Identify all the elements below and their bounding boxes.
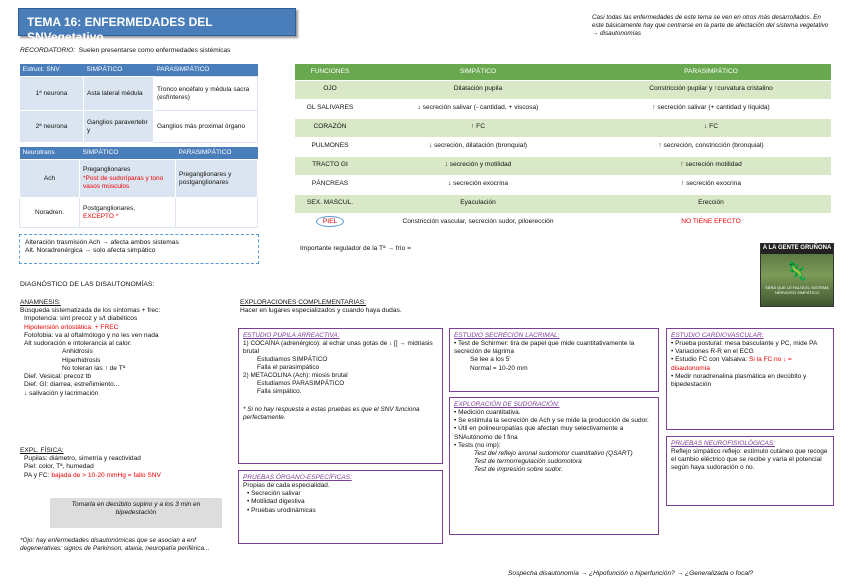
physical-exam-section: EXPL. FÍSICA: Pupilas: diámetro, simetría y reactividad Piel: color, Tª, humedad PA y FC: bajada de > 10-20 mmHg = fallo SNV xyxy=(20,447,161,479)
cardio-box: ESTUDIO CARDIOVASCULAR: • Prueba postural: mesa basculante y PC, mide PA • Variaciones R-R en el ECG • Estudio FC con Valsalva: Si la FC no ↓ = disautonomía • Medir noradrenalina plasmática en decúbito y bipedestación xyxy=(666,328,834,430)
pupil-box: ESTUDIO PUPILA ARREACTIVA: 1) COCAÍNA (adrenérgico): al echar unas gotas de ↓ [] → midriasis brutal Estudiamos SIMPÁTICO Falla el parasimpático 2) METACOLINA (Ach): miosis brutal Estudiamos PARASIMPÁTICO Falla simpático. * Si no hay respuesta a estas pruebas es que el SNV funciona perfectamente. xyxy=(238,328,443,464)
lacrimal-box: ESTUDIO SECRECIÓN LACRIMAL: • Test de Schirmer: tira de papel que mide cuantitativamente la secreción de lágrima Se lee a los 5' Normal = 10-20 mm xyxy=(449,328,659,392)
anamnesis-section: ANAMNESIS: Búsqueda sistematizada de los síntomas + frec: Impotencia: sint precoz y s/t diabéticos Hipotensión ortostática: + FREC Fotofobia: va al oftalmólogo y no les ven nada Alt sudoración e intolerancia al calor: Anhidrosis Hiperhidrosis No toleran las ↑ de Tª Dief. Vesical: precoz tb Dief. GI: diarrea, estreñimiento... ↓ salivación y lacrimación xyxy=(20,299,161,397)
meme-image: A LA GENTE GRUÑONA 🦎 SERÁ QUE LE FALTA EL SISTEMA NERVIOSO SIMPÁTICO xyxy=(760,243,834,307)
functions-table: FUNCIONES SIMPÁTICO PARASIMPÁTICO OJO Dilatación pupila Constricción pupilar y ↑curvatura cristalino GL SALIVARES ↓ secreción salivar (- cantidad, + viscosa) ↑ secreción salivar (+ cantidad y líquida) CORAZÓN ↑ FC ↓ FC PULMONES ↓ secreción, dilatación (bronquial) ↑ secreción, constricción (bronquial) TRACTO GI ↓ secreción y motilidad ↑ secreción motilidad PÁNCREAS ↓ secreción exocrina ↑ secreción exocrina SEX. MASCUL. Eyaculación Erección PIEL Constricción vascular, secreción sudor, piloerección NO TIENE EFECTO xyxy=(295,64,831,233)
sweat-box: EXPLORACIÓN DE SUDORACIÓN: • Medición cuantitativa. • Se estimula la secreción de Ach y se mide la producción de sudor. • Útil en polineuropatías que afectan muy selectivamente a SNAutónomo de f fina • Tests (no imp): Test del reflejo axonal sudomotor cuantitativo (QSART) Test de termorregulación sudomotora Test de impresión sobre sudor. xyxy=(449,397,659,535)
neuro-box: PRUEBAS NEUROFISIOLÓGICAS: Reflejo simpático reflejo: estímulo cutáneo que recoge el cambio eléctrico que se recibe y varía el potencial según haya sudoración o no. xyxy=(666,436,834,506)
tomarla-note: Tomarla en decúbito supino y a los 3 min en bipedestación xyxy=(50,498,222,528)
complementary-heading: EXPLORACIONES COMPLEMENTARIAS: Hacer en lugares especializados y cuando haya dudas. xyxy=(240,299,402,315)
importante-note: Importante regulador de la Tª → frío = xyxy=(300,245,411,252)
structure-table: Estruct. SNV SIMPÁTICO PARASIMPÁTICO 1ª neurona Asta lateral médula Tronco encéfalo y médula sacra (esfínteres) 2ª neurona Ganglios paravertebr y Ganglios más proximal órgano xyxy=(19,64,258,143)
footer-note: Sospecha disautonomía → ¿Hipofunción o hiperfunción? → ¿Generalizada o focal? xyxy=(508,570,754,577)
recordatorio: RECORDATORIO: Suelen presentarse como enfermedades sistémicas xyxy=(20,47,231,54)
diagnosis-heading: DIAGNÓSTICO DE LAS DISAUTONOMÍAS: xyxy=(20,281,155,288)
ojo-note: *Ojo: hay enfermedades disautonómicas que se asocian a enf degenerativas: signos de Parkinson, ataxia, neuropatía periférica... xyxy=(20,537,210,552)
frog-icon: 🦎 xyxy=(785,260,809,281)
neurotransmitter-table: Neurotrans SIMPÁTICO PARASIMPÁTICO Ach Preganglionares *Post de sudoríparas y tono vasos músculos Preganglionares y postganglionares Noradren. Postganglionares, EXCEPTO * xyxy=(19,147,258,228)
organ-box: PRUEBAS ÓRGANO-ESPECÍFICAS: Propias de cada especialidad. • Secreción salivar • Motilidad digestiva • Pruebas urodinámicas xyxy=(238,470,443,544)
intro-note: Casi todas las enfermedades de este tema se ven en otros más desarrollados. En este básicamente hay que centrarse en la parte de afectación del sistema vegetativo → disautonomías xyxy=(592,14,829,37)
alteration-box: Alteración trasmisión Ach → afecta ambos sistemas Alt. Noradrenérgica → solo afecta simpático xyxy=(19,234,259,264)
page-title: TEMA 16: ENFERMEDADES DEL SNVegetativo xyxy=(18,8,296,36)
